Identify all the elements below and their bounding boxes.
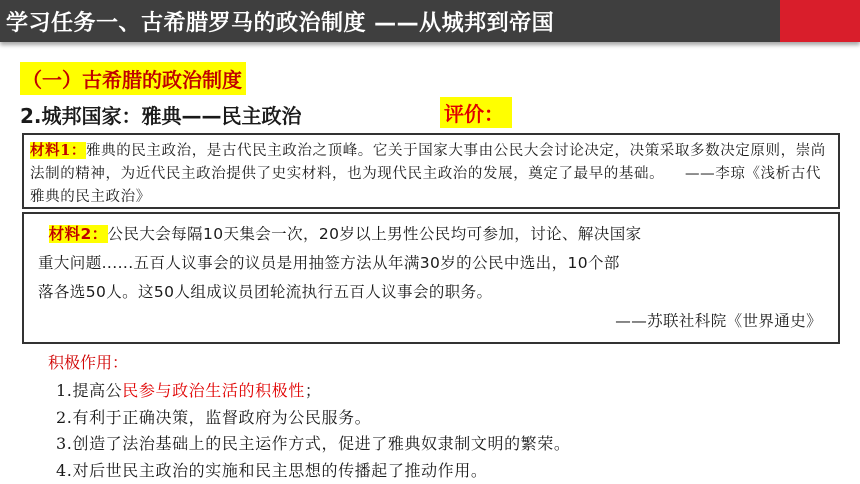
header-bar (0, 0, 860, 42)
material2-text-1: 公民大会每隔10天集会一次，20岁以上男性公民均可参加，讨论、解决国家 (107, 225, 642, 243)
effects-title: 积极作用： (48, 353, 129, 372)
slide-title: 学习任务一、古希腊罗马的政治制度 ——从城邦到帝国 (6, 11, 555, 36)
evaluation-label: 评价： (440, 97, 512, 128)
section-heading: （一）古希腊的政治制度 (20, 62, 246, 95)
material2-source: ——苏联社科院《世界通史》 (615, 312, 822, 330)
material2-line-2: 重大问题......五百人议事会的议员是用抽签方法从年满30岁的公民中选出，10个部 (38, 254, 620, 272)
effect-item-2: 2.有利于正确决策，监督政府为公民服务。 (56, 407, 372, 427)
effect-item-3: 3.创造了法治基础上的民主运作方式，促进了雅典奴隶制文明的繁荣。 (56, 434, 571, 453)
material1-text: 雅典的民主政治，是古代民主政治之顶峰。它关于国家大事由公民大会讨论决定，决策采取多数决定原则，崇尚法制的精神，为近代民主政治提供了史实材料，也为现代民主政治的发展，奠定了最早的基础。 (30, 143, 826, 182)
material2-label: 材料2： (48, 225, 108, 243)
effect-item-1-prefix: 1.提高公 (56, 381, 123, 400)
header-accent-block (780, 0, 860, 42)
effect-item-1-highlight: 民参与政治生活的积极性 (122, 381, 305, 400)
effect-item-4: 4.对后世民主政治的实施和民主思想的传播起了推动作用。 (56, 460, 488, 480)
material2-line-1 (38, 220, 824, 249)
subtitle: 2.城邦国家：雅典——民主政治 (20, 104, 302, 128)
effect-item-1-suffix: ； (304, 381, 322, 400)
material2-box (22, 212, 840, 344)
material1-label: 材料1： (30, 142, 86, 159)
material2-line-3: 落各选50人。这50人组成议员团轮流执行五百人议事会的职务。 (38, 283, 493, 301)
material1-paragraph (30, 139, 832, 209)
effects-list (56, 378, 570, 484)
material1-box (22, 133, 840, 209)
effect-item-1 (56, 378, 570, 405)
material1-source: ——李琼《浅析古代雅典的民主政治》 (30, 166, 821, 205)
